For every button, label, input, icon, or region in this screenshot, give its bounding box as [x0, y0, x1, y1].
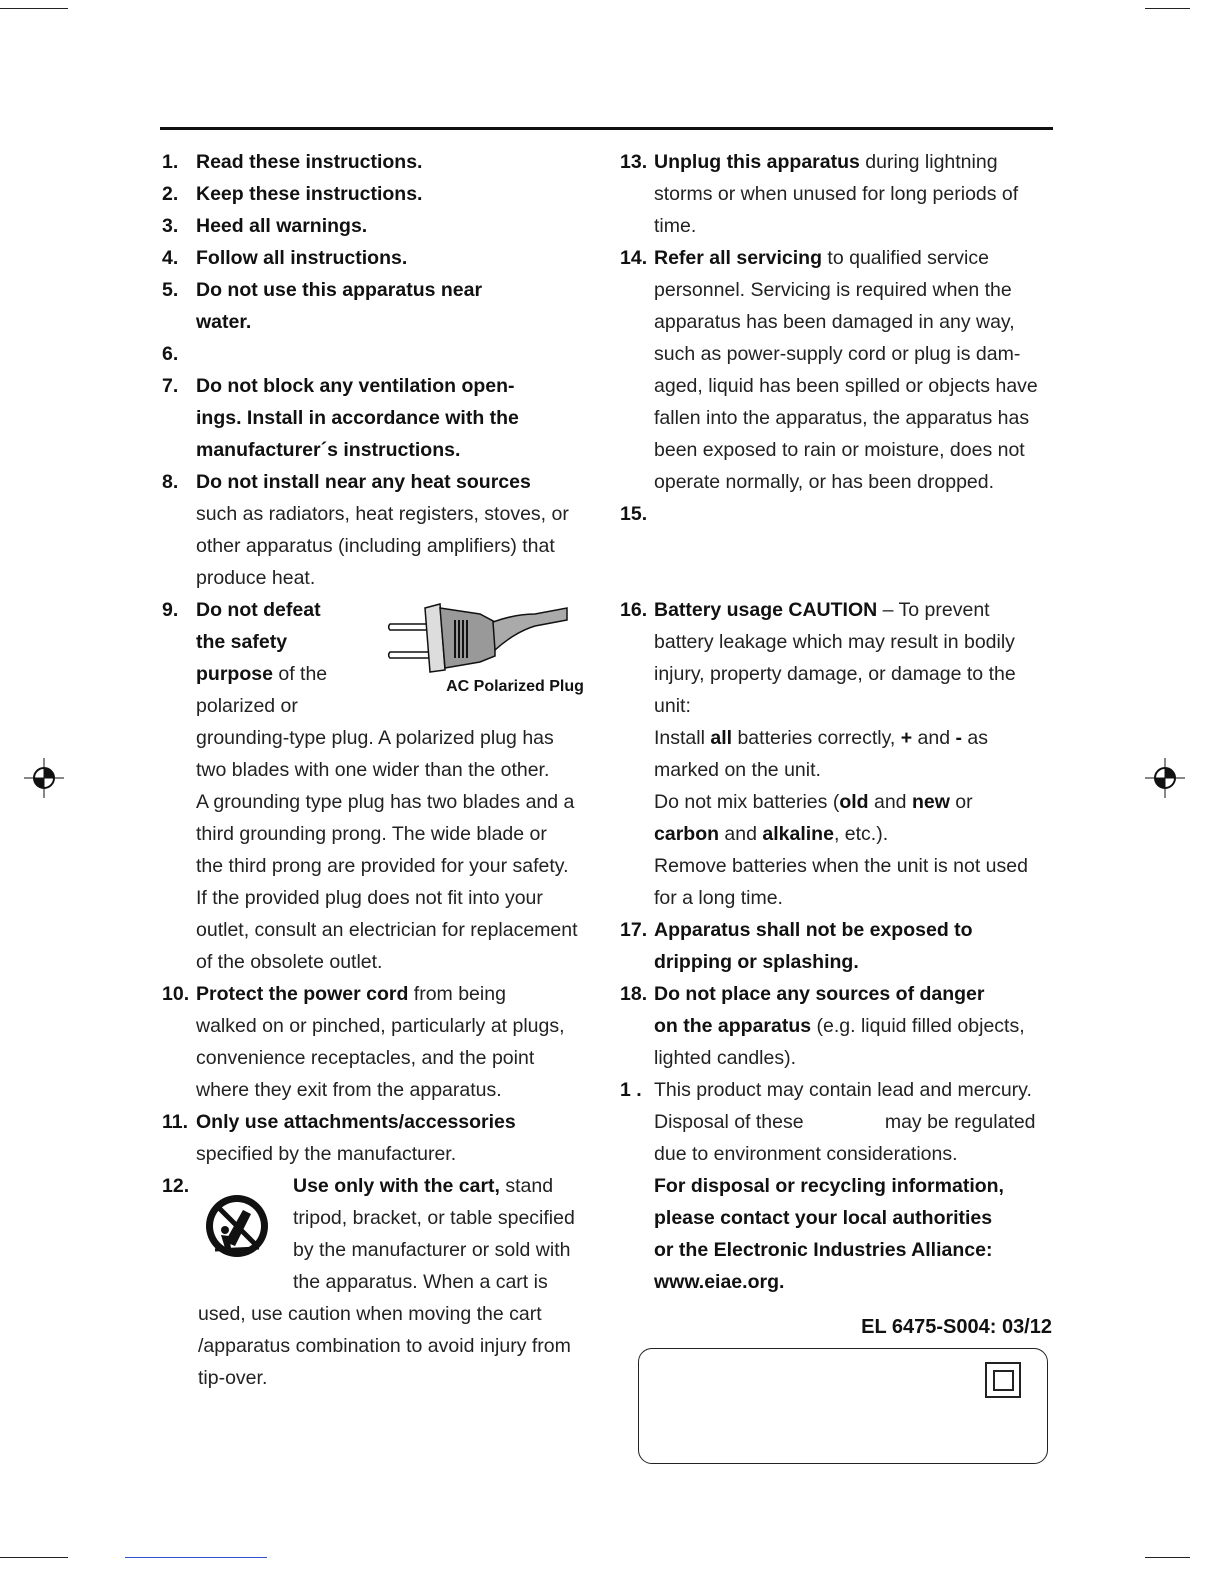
list-item: [620, 242, 1060, 498]
item-line: [620, 914, 1060, 946]
body-text: marked on the unit.: [654, 759, 821, 781]
body-text: to qualified service: [822, 247, 989, 269]
item-number: 8.: [162, 471, 179, 493]
body-text: of the obsolete outlet.: [196, 951, 383, 973]
item-line: [162, 402, 602, 434]
bold-text: Only use attachments/accessories: [196, 1111, 516, 1133]
item-line: [620, 786, 1060, 818]
item-line: [162, 530, 602, 562]
body-text: produce heat.: [196, 567, 316, 589]
item-line: [162, 178, 602, 210]
body-text: If the provided plug does not fit into your: [196, 887, 543, 909]
item-number: 1 .: [620, 1079, 642, 1101]
body-text: grounding-type plug. A polarized plug has: [196, 727, 554, 749]
item-line: [620, 882, 1060, 914]
item-number: 10.: [162, 983, 190, 1005]
bold-text: the safety: [196, 631, 288, 653]
body-text: Do not mix batteries (: [654, 791, 840, 813]
body-text: polarized or: [196, 695, 298, 717]
item-line: [620, 1234, 1060, 1266]
body-text: aged, liquid has been spilled or objects have: [654, 375, 1038, 397]
body-text: and: [912, 727, 956, 749]
body-text: specified by the manufacturer.: [196, 1143, 457, 1165]
item-line: [162, 1138, 602, 1170]
bold-text: Heed all warnings.: [196, 215, 368, 237]
item-line: [162, 1106, 602, 1138]
item-line: [620, 1138, 1060, 1170]
body-text: stand: [499, 1175, 554, 1197]
body-text: unit:: [654, 695, 691, 717]
registration-mark-icon: [24, 758, 64, 798]
bold-text: old: [839, 791, 869, 813]
item-line: [620, 498, 1060, 530]
list-item: [162, 178, 602, 210]
item-line: [620, 1010, 1060, 1042]
item-line: [162, 562, 602, 594]
body-text: due to environment considerations.: [654, 1143, 958, 1165]
body-text: or: [949, 791, 973, 813]
bold-text: Read these instructions.: [196, 151, 423, 173]
item-line: [162, 1074, 602, 1106]
item-number: 13.: [620, 151, 648, 173]
item-line: [162, 146, 602, 178]
bold-text: Use only with the cart,: [293, 1175, 500, 1197]
item-line: [620, 722, 1060, 754]
item-line: [162, 722, 602, 754]
body-text: This product may contain lead and mercury.: [654, 1079, 1032, 1101]
item-line: [620, 402, 1060, 434]
body-text: during lightning: [859, 151, 998, 173]
item-line: [620, 754, 1060, 786]
body-text: from being: [408, 983, 506, 1005]
body-text: used, use caution when moving the cart: [198, 1303, 542, 1325]
body-text: been exposed to rain or moisture, does not: [654, 439, 1025, 461]
item-number: 2.: [162, 183, 179, 205]
list-item: [162, 146, 602, 178]
item-line: [162, 1298, 602, 1330]
bold-text: Do not block any ventilation open-: [196, 375, 515, 397]
item-line: [162, 498, 602, 530]
body-text: A grounding type plug has two blades and a: [196, 791, 575, 813]
item-line: [162, 338, 602, 370]
item-number: 15.: [620, 503, 648, 525]
body-text: the third prong are provided for your safety.: [196, 855, 569, 877]
body-text: (e.g. liquid filled objects,: [811, 1015, 1025, 1037]
item-line: [620, 1266, 1060, 1298]
item-line: [620, 978, 1060, 1010]
item-number: 16.: [620, 599, 648, 621]
item-line: [162, 370, 602, 402]
bold-text: or the Electronic Industries Alliance:: [654, 1239, 993, 1261]
item-line: [162, 274, 602, 306]
item-number: 6.: [162, 343, 179, 365]
item-line: [620, 338, 1060, 370]
item-line: [162, 1010, 602, 1042]
item-line: [162, 914, 602, 946]
list-item: [162, 242, 602, 274]
bold-text: on the apparatus: [654, 1015, 812, 1037]
bold-text: alkaline: [762, 823, 834, 845]
body-text: other apparatus (including amplifiers) that: [196, 535, 555, 557]
list-item: [162, 210, 602, 242]
body-text: lighted candles).: [654, 1047, 797, 1069]
plug-caption: AC Polarized Plug: [446, 678, 584, 695]
body-text: – To prevent: [877, 599, 990, 621]
item-line: [620, 1106, 1060, 1138]
item-line: [162, 946, 602, 978]
item-line: [162, 1362, 602, 1394]
bold-text: www.eiae.org.: [654, 1271, 785, 1293]
right-column: [620, 146, 1060, 1298]
bold-text: water.: [196, 311, 252, 333]
item-number: 18.: [620, 983, 648, 1005]
body-text: apparatus has been damaged in any way,: [654, 311, 1015, 333]
body-text: for a long time.: [654, 887, 783, 909]
item-line: [620, 1074, 1060, 1106]
crop-mark: [0, 1557, 68, 1558]
item-number: 7.: [162, 375, 179, 397]
bold-text: Unplug this apparatus: [654, 151, 860, 173]
item-line: [620, 146, 1060, 178]
list-item: [620, 1074, 1060, 1298]
body-text: and: [719, 823, 763, 845]
list-item: [620, 498, 1060, 594]
body-text: battery leakage which may result in bodily: [654, 631, 1015, 653]
body-text: Install: [654, 727, 711, 749]
bold-text: Apparatus shall not be exposed to: [654, 919, 973, 941]
body-text: operate normally, or has been dropped.: [654, 471, 995, 493]
body-text: tripod, bracket, or table specified: [293, 1207, 575, 1229]
body-text: as: [962, 727, 989, 749]
bold-text: Follow all instructions.: [196, 247, 408, 269]
body-text: personnel. Servicing is required when the: [654, 279, 1012, 301]
body-text: third grounding prong. The wide blade or: [196, 823, 547, 845]
polarized-plug-icon: [385, 600, 570, 675]
item-number: 5.: [162, 279, 179, 301]
item-line: [620, 1170, 1060, 1202]
bold-text: Keep these instructions.: [196, 183, 423, 205]
body-text: such as radiators, heat registers, stoves, or: [196, 503, 569, 525]
list-item: [620, 594, 1060, 914]
item-number: 11.: [162, 1111, 189, 1133]
bold-text: purpose: [196, 663, 273, 685]
item-line: [162, 1266, 602, 1298]
cart-tipover-warning-icon: [203, 1190, 271, 1262]
list-item: [620, 146, 1060, 242]
item-number: 1.: [162, 151, 179, 173]
item-line: [620, 370, 1060, 402]
crop-mark: [1145, 1557, 1190, 1558]
item-line: [162, 818, 602, 850]
item-number: 9.: [162, 599, 179, 621]
item-line: [620, 306, 1060, 338]
item-line: [620, 1202, 1060, 1234]
bold-text: dripping or splashing.: [654, 951, 859, 973]
item-line: [162, 786, 602, 818]
body-text: convenience receptacles, and the point: [196, 1047, 535, 1069]
list-item: [620, 914, 1060, 978]
item-line: [620, 178, 1060, 210]
list-item: [620, 978, 1060, 1074]
item-line: [620, 562, 1060, 594]
list-item: [162, 338, 602, 370]
item-number: 17.: [620, 919, 648, 941]
bold-text: Do not defeat: [196, 599, 321, 621]
item-line: [620, 1042, 1060, 1074]
bold-text: ings. Install in accordance with the: [196, 407, 519, 429]
item-line: [162, 242, 602, 274]
body-text: injury, property damage, or damage to the: [654, 663, 1016, 685]
list-item: [162, 978, 602, 1106]
body-text: fallen into the apparatus, the apparatus has: [654, 407, 1030, 429]
item-line: [620, 658, 1060, 690]
body-text: Remove batteries when the unit is not used: [654, 855, 1028, 877]
document-code: EL 6475-S004: 03/12: [861, 1316, 1052, 1338]
body-text: storms or when unused for long periods of: [654, 183, 1019, 205]
body-text: and: [868, 791, 912, 813]
crop-mark: [0, 8, 68, 9]
item-number: 14.: [620, 247, 648, 269]
bold-text: Refer all servicing: [654, 247, 822, 269]
bold-text: -: [955, 727, 963, 749]
bold-text: all: [710, 727, 733, 749]
item-line: [620, 626, 1060, 658]
bold-text: For disposal or recycling information,: [654, 1175, 1004, 1197]
item-line: [620, 850, 1060, 882]
crop-mark: [1145, 8, 1190, 9]
item-line: [162, 754, 602, 786]
item-line: [620, 594, 1060, 626]
body-text: batteries correctly,: [732, 727, 901, 749]
body-text: by the manufacturer or sold with: [293, 1239, 571, 1261]
item-line: [620, 274, 1060, 306]
body-text: walked on or pinched, particularly at plugs,: [196, 1015, 565, 1037]
item-line: [162, 882, 602, 914]
list-item: [162, 466, 602, 594]
registration-mark-icon: [1145, 758, 1185, 798]
bold-text: Do not place any sources of danger: [654, 983, 985, 1005]
item-line: [620, 946, 1060, 978]
item-line: [620, 818, 1060, 850]
item-line: [162, 1330, 602, 1362]
item-number: 3.: [162, 215, 179, 237]
item-line: [162, 978, 602, 1010]
item-line: [162, 466, 602, 498]
item-line: [620, 434, 1060, 466]
double-insulation-icon: [985, 1362, 1021, 1398]
item-line: [162, 210, 602, 242]
list-item: [162, 370, 602, 466]
body-text: outlet, consult an electrician for replacement: [196, 919, 578, 941]
body-text: the apparatus. When a cart is: [293, 1271, 548, 1293]
body-text: such as power-supply cord or plug is dam-: [654, 343, 1021, 365]
body-text: , etc.).: [833, 823, 889, 845]
bold-text: +: [900, 727, 913, 749]
item-line: [162, 1042, 602, 1074]
bold-text: new: [911, 791, 950, 813]
item-line: [162, 306, 602, 338]
top-rule: [160, 127, 1053, 130]
link-underline: [125, 1557, 267, 1558]
bold-text: Do not install near any heat sources: [196, 471, 531, 493]
item-line: [162, 850, 602, 882]
body-text: tip-over.: [198, 1367, 268, 1389]
body-text: of the: [272, 663, 328, 685]
bold-text: Protect the power cord: [196, 983, 409, 1005]
item-line: [620, 210, 1060, 242]
item-line: [620, 690, 1060, 722]
bold-text: please contact your local authorities: [654, 1207, 993, 1229]
body-text: where they exit from the apparatus.: [196, 1079, 502, 1101]
body-text: /apparatus combination to avoid injury from: [198, 1335, 571, 1357]
item-line: [162, 434, 602, 466]
item-number: 12.: [162, 1175, 190, 1197]
list-item: [162, 1106, 602, 1170]
bold-text: Do not use this apparatus near: [196, 279, 483, 301]
bold-text: carbon: [654, 823, 720, 845]
body-text: two blades with one wider than the other.: [196, 759, 550, 781]
body-text: time.: [654, 215, 697, 237]
item-number: 4.: [162, 247, 179, 269]
list-item: [162, 274, 602, 338]
item-line: [620, 466, 1060, 498]
bold-text: Battery usage CAUTION: [654, 599, 878, 621]
item-line: [620, 530, 1060, 562]
item-line: [620, 242, 1060, 274]
body-text: Disposal of these may be regulated: [654, 1111, 1036, 1133]
bold-text: manufacturer´s instructions.: [196, 439, 461, 461]
